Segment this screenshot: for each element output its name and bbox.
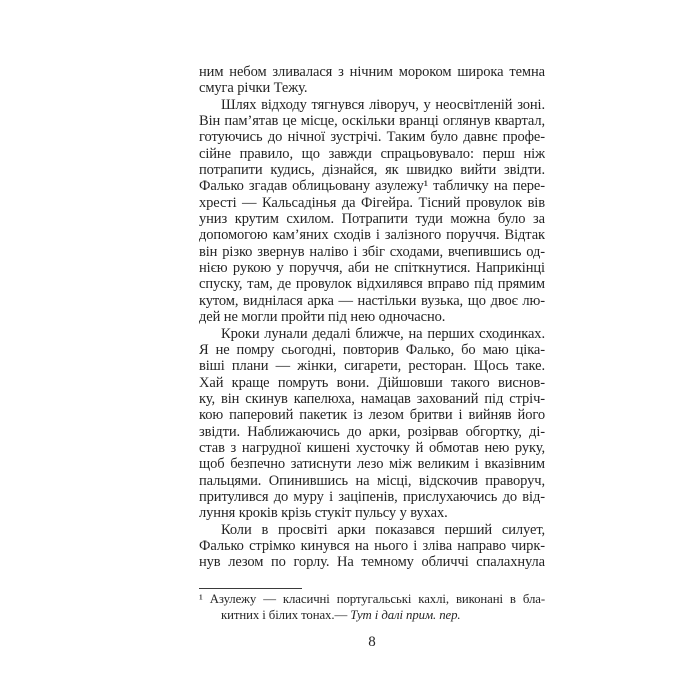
- body-text-line: Я не помру сьогодні, повторив Фалько, бо маю ціка-: [199, 341, 545, 358]
- body-text-line: Кроки лунали дедалі ближче, на перших сходинках.: [221, 325, 545, 342]
- body-text-line: пальцями. Опинившись на місці, відскочив праворуч,: [199, 472, 545, 489]
- body-text-line: кутом, виднілася арка — настільки вузька, що двоє лю-: [199, 292, 545, 309]
- body-text-line: дей не могли пройти під нею одночасно.: [199, 309, 446, 326]
- body-text: [199, 64, 545, 571]
- body-text-line: він різко звернув наліво і збіг сходами, вчепившись од-: [199, 243, 545, 260]
- body-text-line: Він пам’ятав це місце, оскільки вранці оглянув квартал,: [199, 113, 545, 130]
- footnote: [199, 592, 545, 623]
- body-text-line: Коли в просвіті арки показався перший силует,: [221, 521, 545, 538]
- body-text-line: Фалько стрімко кинувся на нього і зліва направо чирк-: [199, 537, 545, 554]
- footnote-line: ¹ Азулежу — класичні португальські кахлі, виконані в бла-: [199, 592, 545, 606]
- body-text-line: спуску, там, де провулок відхилявся вправо під прямим: [199, 276, 545, 293]
- body-text-line: звідти. Наближаючись до арки, розірвав обгортку, ді-: [199, 423, 545, 440]
- footnote-text: китних і білих тонах.—: [221, 607, 351, 622]
- body-text-line: хресті — Кальсадінья да Фігейра. Тісний провулок вів: [199, 194, 545, 211]
- body-text-line: униз крутим схилом. Потрапити туди можна було за: [199, 211, 545, 228]
- body-text-line: луння кроків крізь стукіт пульсу у вухах.: [199, 505, 448, 522]
- body-text-line: потрапити кудись, дізнайся, як швидко вийти звідти.: [199, 162, 545, 179]
- footnote-translator-note: Тут і далі прим. пер.: [350, 607, 461, 622]
- body-text-line: став з нагрудної кишені хусточку й обмотав нею руку,: [199, 439, 545, 456]
- body-text-line: Фалько згадав облицьовану азулежу¹ табличку на пере-: [199, 178, 545, 195]
- body-text-line: допомогою кам’яних сходів і залізного поруччя. Відтак: [199, 227, 545, 244]
- body-text-line: Шлях відходу тягнувся ліворуч, у неосвітленій зоні.: [221, 96, 545, 113]
- body-text-line: смуга річки Тежу.: [199, 80, 308, 97]
- footnote-line: [221, 608, 545, 624]
- body-text-line: Хай краще помруть вони. Дійшовши такого виснов-: [199, 374, 545, 391]
- page-number: 8: [368, 634, 376, 650]
- body-text-line: сійне правило, що завжди спрацьовувало: перш ніж: [199, 145, 545, 162]
- body-text-line: кою паперовий пакетик із лезом бритви і вийняв його: [199, 407, 545, 424]
- body-text-line: нією рукою у поруччя, аби не спіткнутися. Наприкінці: [199, 260, 545, 277]
- body-text-line: ним небом зливалася з нічним мороком широка темна: [199, 64, 545, 80]
- body-text-line: готуючись до нічної зустрічі. Таким було давнє профе-: [199, 129, 545, 146]
- body-text-line: щоб безпечно затиснути лезо між великим і вказівним: [199, 456, 545, 473]
- body-text-line: притулився до муру і заціпенів, прислухаючись до від-: [199, 488, 545, 505]
- footnote-separator-rule: [199, 588, 302, 589]
- body-text-line: ку, він скинув капелюха, намацав захований під стріч-: [199, 390, 545, 407]
- body-text-line: віші плани — жінки, сигарети, ресторан. Щось таке.: [199, 358, 545, 375]
- body-text-line: нув лезом по горлу. На темному обличчі спалахнула: [199, 554, 545, 571]
